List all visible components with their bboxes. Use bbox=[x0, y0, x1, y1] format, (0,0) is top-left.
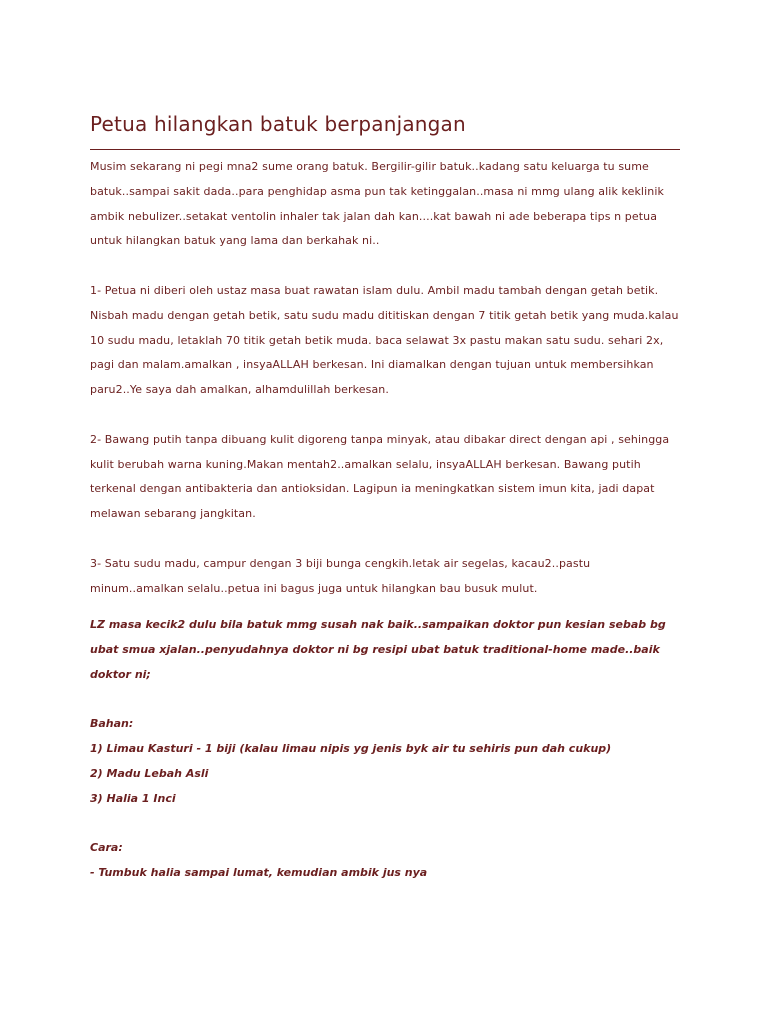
spacer bbox=[90, 687, 680, 712]
title-divider bbox=[90, 149, 680, 150]
paragraph-tip-3: 3- Satu sudu madu, campur dengan 3 biji bunga cengkih.letak air segelas, kacau2..pastu minum..amalkan selalu..petua ini bagus juga untuk hilangkan bau busuk mulut. bbox=[90, 556, 591, 595]
bahan-item: 1) Limau Kasturi - 1 biji (kalau limau nipis yg jenis byk air tu sehiris pun dah cukup) bbox=[90, 741, 612, 755]
article-body bbox=[90, 155, 680, 601]
recipe-intro: LZ masa kecik2 dulu bila batuk mmg susah nak baik..sampaikan doktor pun kesian sebab bg ubat smua xjalan..penyudahnya doktor ni bg resipi ubat batuk traditional-home made..baik doktor ni; bbox=[90, 618, 666, 681]
spacer bbox=[90, 811, 680, 836]
bahan-item: 2) Madu Lebah Asli bbox=[90, 766, 209, 780]
page-title: Petua hilangkan batuk berpanjangan bbox=[90, 112, 466, 136]
paragraph-intro: Musim sekarang ni pegi mna2 sume orang batuk. Bergilir-gilir batuk..kadang satu keluarga tu sume batuk..sampai sakit dada..para penghidap asma pun tak ketinggalan..masa ni mmg ulang alik keklinik ambik nebulizer..setakat ventolin inhaler tak jalan dah kan....kat bawah ni ade beberapa tips n petua untuk hilangkan batuk yang lama dan berkahak ni.. bbox=[90, 160, 664, 248]
cara-item: - Tumbuk halia sampai lumat, kemudian ambik jus nya bbox=[90, 865, 428, 879]
recipe-section bbox=[90, 613, 680, 886]
bahan-item: 3) Halia 1 Inci bbox=[90, 791, 176, 805]
bahan-heading: Bahan: bbox=[90, 717, 134, 731]
cara-heading: Cara: bbox=[90, 841, 123, 855]
paragraph-tip-2: 2- Bawang putih tanpa dibuang kulit digoreng tanpa minyak, atau dibakar direct dengan api , sehingga kulit berubah warna kuning.Makan mentah2..amalkan selalu, insyaALLAH berkesan. Bawang putih terkenal dengan antibakteria dan antioksidan. Lagipun ia meningkatkan sistem imun kita, jadi dapat melawan sebarang jangkitan. bbox=[90, 432, 670, 521]
paragraph-tip-1: 1- Petua ni diberi oleh ustaz masa buat rawatan islam dulu. Ambil madu tambah dengan getah betik. Nisbah madu dengan getah betik, satu sudu madu dititiskan dengan 7 titik getah betik yang muda.kalau 10 sudu madu, letaklah 70 titik getah betik muda. baca selawat 3x pastu makan satu sudu. sehari 2x, pagi dan malam.amalkan , insyaALLAH berkesan. Ini diamalkan dengan tujuan untuk membersihkan paru2..Ye saya dah amalkan, alhamdulillah berkesan. bbox=[90, 283, 679, 397]
